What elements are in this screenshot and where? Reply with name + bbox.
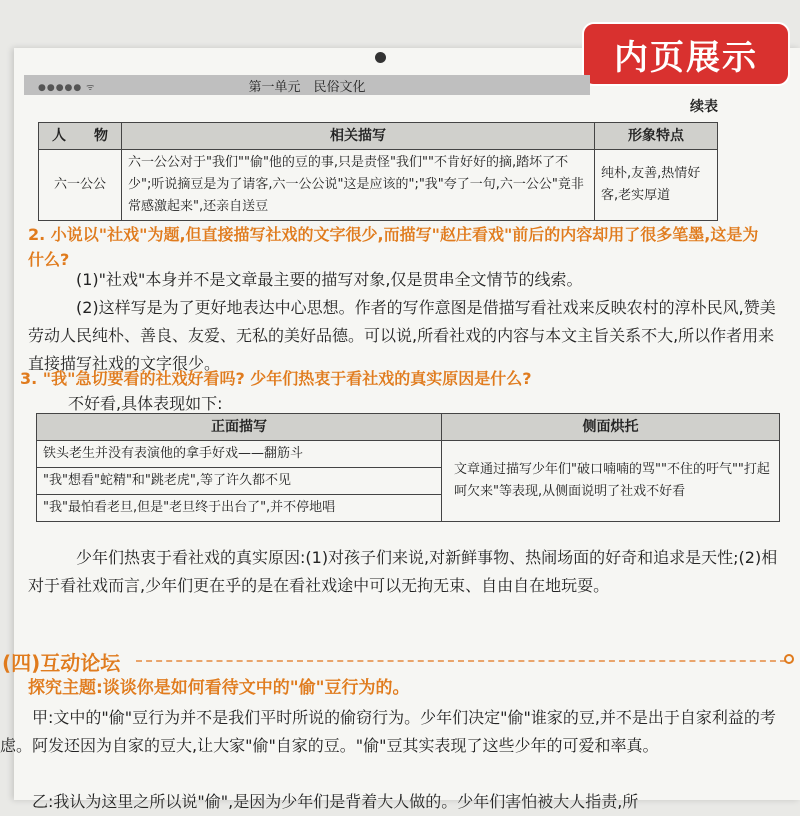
character-table: [38, 122, 718, 221]
col-header-direct: 正面描写: [37, 414, 442, 441]
section-divider: [136, 660, 786, 662]
table-row: 铁头老生并没有表演他的拿手好戏——翻筋斗: [37, 441, 442, 468]
answer-2-2: (2)这样写是为了更好地表达中心思想。作者的写作意图是借描写看社戏来反映农村的淳朴民风,赞美劳动人民纯朴、善良、友爱、无私的美好品德。可以说,所看社戏的内容与本文主旨关系不大,所以作者用来直接描写社戏的文字很少。: [28, 298, 776, 373]
unit-header-bar: 第一单元 民俗文化: [24, 75, 590, 95]
opinion-yi: 乙:我认为这里之所以说"偷",是因为少年们是背着大人做的。少年们害怕被大人指责,所: [32, 792, 639, 811]
cell-person: 六一公公: [39, 150, 122, 221]
cell-trait: 纯朴,友善,热情好客,老实厚道: [595, 150, 718, 221]
reason-paragraph: 少年们热衷于看社戏的真实原因:(1)对孩子们来说,对新鲜事物、热闹场面的好奇和追求是天性;(2)相对于看社戏而言,少年们更在乎的是在看社戏途中可以无拘无束、自由自在地玩耍。: [28, 548, 778, 595]
col-header-indirect: 侧面烘托: [442, 414, 780, 441]
opinion-jia: 甲:文中的"偷"豆行为并不是我们平时所说的偷窃行为。少年们决定"偷"谁家的豆,并不是出于自家利益的考虑。阿发还因为自家的豆大,让大家"偷"自家的豆。"偷"豆其实表现了这些少年的可爱和率真。: [0, 708, 776, 755]
table-row: "我"想看"蛇精"和"跳老虎",等了许久都不见: [37, 468, 442, 495]
cell-side: 文章通过描写少年们"破口喃喃的骂""不住的吁气""打起呵欠来"等表现,从侧面说明了社戏不好看: [442, 441, 780, 522]
topic-line: 探究主题:谈谈你是如何看待文中的"偷"豆行为的。: [28, 678, 410, 698]
question-3: 3. "我"急切要看的社戏好看吗? 少年们热衷于看社戏的真实原因是什么?: [20, 369, 532, 388]
col-header-person: 人 物: [39, 123, 122, 150]
question-2: 2. 小说以"社戏"为题,但直接描写社戏的文字很少,而描写"赵庄看戏"前后的内容却用了很多笔墨,这是为什么?: [28, 225, 759, 269]
col-header-trait: 形象特点: [595, 123, 718, 150]
binding-hole: [375, 52, 386, 63]
section-title: (四)互动论坛: [2, 651, 121, 675]
answer-2-1: (1)"社戏"本身并不是文章最主要的描写对象,仅是贯串全文情节的线索。: [76, 270, 583, 289]
answer-3-intro: 不好看,具体表现如下:: [68, 394, 223, 413]
col-header-desc: 相关描写: [122, 123, 595, 150]
table-row: "我"最怕看老旦,但是"老旦终于出台了",并不停地唱: [37, 495, 442, 522]
status-dots: ●●●●● ᯤ: [38, 83, 96, 93]
cell-desc: 六一公公对于"我们""偷"他的豆的事,只是责怪"我们""不肯好好的摘,踏坏了不少";听说摘豆是为了请客,六一公公说"这是应该的";"我"夸了一句,六一公公"竟非常感激起来",还亲自送豆: [122, 150, 595, 221]
performance-table: [36, 413, 780, 522]
table-continued-label: 续表: [690, 99, 718, 115]
inner-page-badge: 内页展示: [582, 22, 790, 86]
section-circle-icon: [784, 654, 794, 664]
